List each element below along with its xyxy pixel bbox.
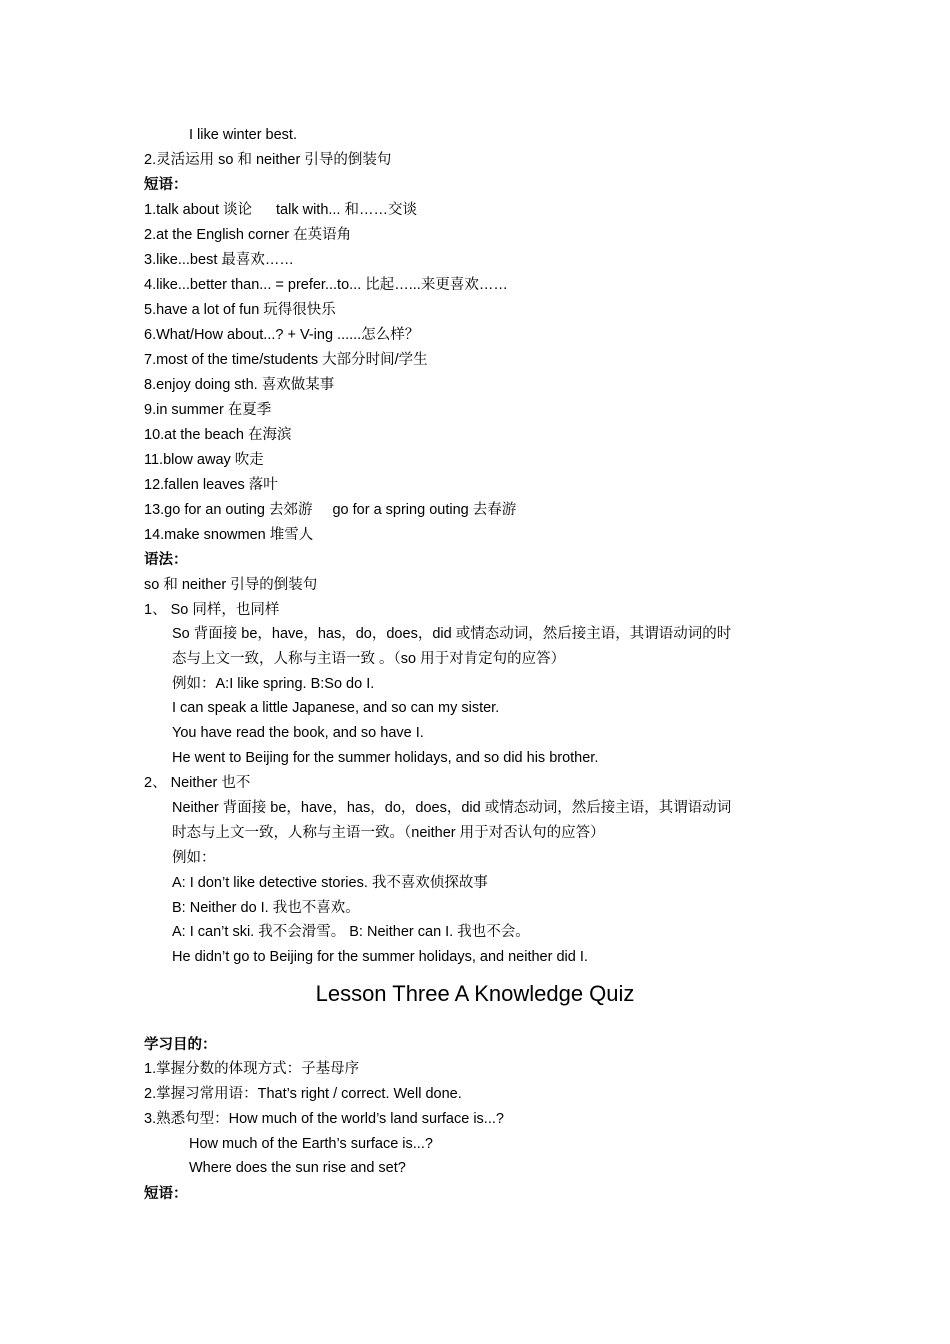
grammar-text: So 背面接 be，have，has，do，does，did 或情态动词，然后接主语，其谓语动词的时 [172, 626, 732, 642]
phrase-item [144, 500, 516, 520]
phrase-text: talk with... 和……交谈 [276, 202, 417, 218]
grammar-example: A: I don’t like detective stories. 我不喜欢侦探故事 [172, 875, 488, 891]
phrase-text: go for a spring outing 去春游 [332, 502, 517, 518]
grammar-text: 时态与上文一致，人称与主语一致。（neither 用于对否认句的应答） [172, 825, 605, 841]
grammar-so-heading: 1、 So 同样，也同样 [144, 602, 280, 618]
phrase-item: 9.in summer 在夏季 [144, 402, 272, 418]
phrase-item: 11.blow away 吹走 [144, 452, 264, 468]
grammar-text: 态与上文一致，人称与主语一致 。（so 用于对肯定句的应答） [172, 651, 566, 667]
lesson-title: Lesson Three A Knowledge Quiz [315, 981, 635, 1006]
phrase-item [144, 200, 417, 220]
phrase-item: 6.What/How about...? + V-ing ......怎么样？ [144, 327, 420, 343]
objective-item: 3.熟悉句型：How much of the world’s land surface is...? [144, 1111, 504, 1127]
grammar-example: B: Neither do I. 我也不喜欢。 [172, 900, 360, 916]
phrase-item: 7.most of the time/students 大部分时间/学生 [144, 352, 428, 368]
phrases-heading: 短语： [144, 177, 188, 193]
phrase-item: 14.make snowmen 堆雪人 [144, 527, 314, 543]
objectives-heading: 学习目的： [144, 1037, 217, 1053]
objective-item: 2.灵活运用 so 和 neither 引导的倒装句 [144, 152, 392, 168]
phrase-text: 13.go for an outing 去郊游 [144, 502, 313, 518]
grammar-example: A: I can’t ski. 我不会滑雪。 B: Neither can I. 我也不会。 [172, 924, 530, 940]
grammar-example: He went to Beijing for the summer holidays, and so did his brother. [172, 750, 599, 766]
grammar-text: Neither 背面接 be，have，has，do，does，did 或情态动词，然后接主语，其谓语动词 [172, 800, 732, 816]
phrases-heading: 短语： [144, 1186, 188, 1202]
grammar-example: He didn’t go to Beijing for the summer holidays, and neither did I. [172, 949, 588, 965]
grammar-heading: 语法： [144, 552, 188, 568]
phrase-item: 8.enjoy doing sth. 喜欢做某事 [144, 377, 335, 393]
text-line: I like winter best. [189, 127, 297, 143]
grammar-neither-heading: 2、 Neither 也不 [144, 775, 251, 791]
objective-item: 1.掌握分数的体现方式：子基母序 [144, 1061, 360, 1077]
phrase-item: 4.like...better than... = prefer...to... 比起…...来更喜欢…… [144, 277, 508, 293]
grammar-example: You have read the book, and so have I. [172, 725, 424, 741]
phrase-item: 10.at the beach 在海滨 [144, 427, 292, 443]
grammar-example: 例如： [172, 850, 216, 866]
grammar-example: I can speak a little Japanese, and so can my sister. [172, 700, 500, 716]
grammar-intro: so 和 neither 引导的倒装句 [144, 577, 318, 593]
phrase-text: 1.talk about 谈论 [144, 202, 252, 218]
phrase-item: 2.at the English corner 在英语角 [144, 227, 352, 243]
objective-subitem: How much of the Earth’s surface is...? [189, 1136, 433, 1152]
phrase-item: 3.like...best 最喜欢…… [144, 252, 294, 268]
objective-item: 2.掌握习常用语：That’s right / correct. Well done. [144, 1086, 462, 1102]
phrase-item: 12.fallen leaves 落叶 [144, 477, 278, 493]
objective-subitem: Where does the sun rise and set? [189, 1160, 406, 1176]
phrase-item: 5.have a lot of fun 玩得很快乐 [144, 302, 336, 318]
grammar-example: 例如：A:I like spring. B:So do I. [172, 676, 375, 692]
